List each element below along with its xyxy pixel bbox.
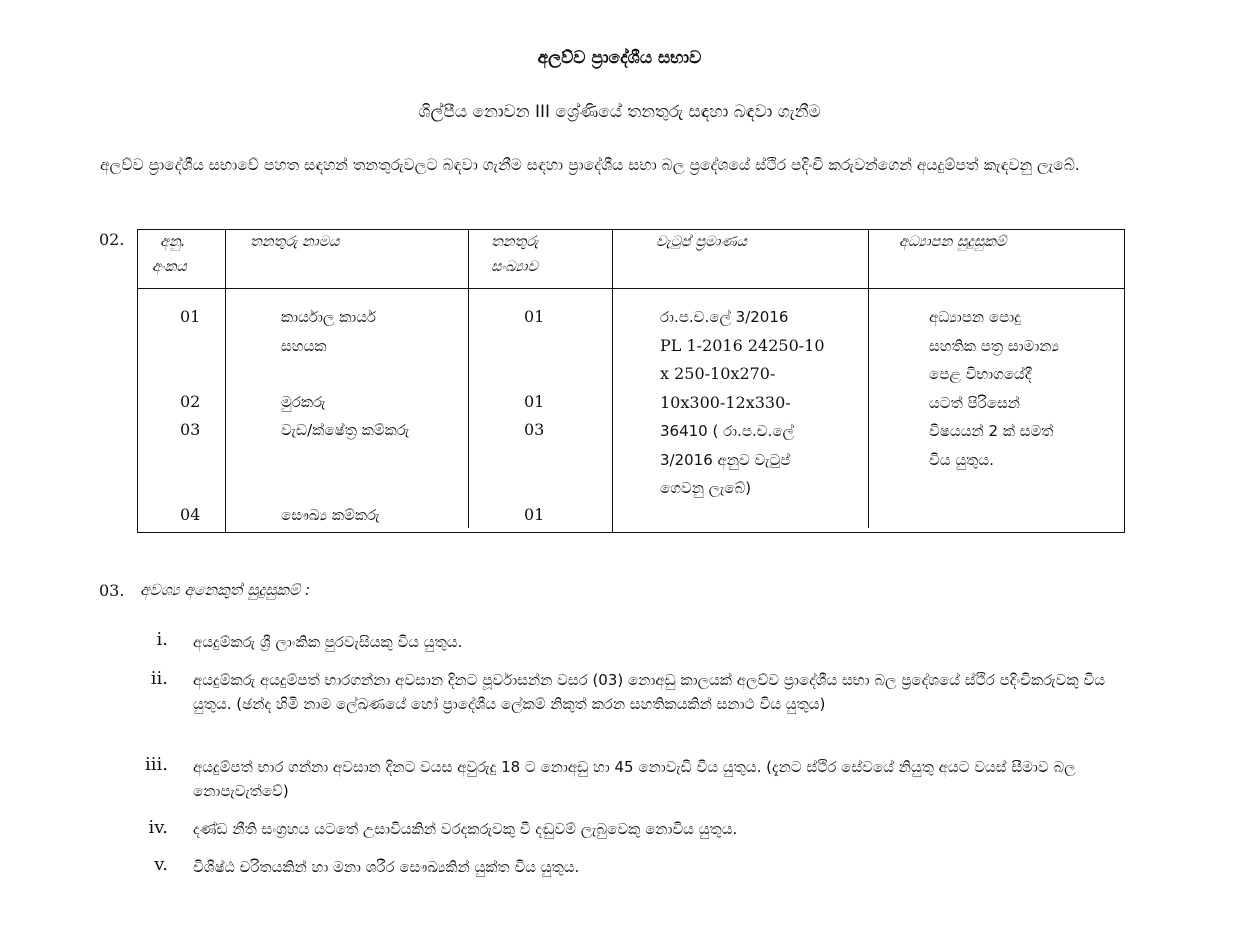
- column-divider: [468, 229, 469, 528]
- row-post-count: 01: [524, 392, 545, 411]
- salary-scale: රා.ප.ච.ලේ 3/2016 PL 1-2016 24250-10 x 250-10x270- 10x300-12x330- 36410 ( රා.ප.ච.ලේ 3/2016 අනුව වැටුප් ගෙවනු ලැබේ): [660, 308, 825, 497]
- row-post-name: වැඩ/ක්ෂේත්‍ර කම්කරු: [281, 421, 410, 439]
- list-item-text: අයදුම්කරු අයදුම්පත් භාරගන්නා අවසාන දිනට පූර්වාසන්න වසර (03) නොඅඩු කාලයක් අලව්ව ප්‍රාදේශීය සභා බල ප්‍රදේශයේ ස්ථිර පදිංචිකරුවකු විය යුතුය. (ඡන්ද හිමි නාම ලේඛණයේ හෝ ප්‍රාදේශීය ලේකම් නිකුත් කරන සහතිකයකින් සනාථ විය යුතුය): [193, 671, 1105, 713]
- row-post-count: 03: [524, 420, 545, 439]
- section-2-number: 02.: [99, 230, 125, 249]
- row-serial: 01: [180, 307, 201, 326]
- header-post-name: තනතුරු නාමය: [250, 234, 340, 250]
- row-serial: 04: [180, 505, 201, 524]
- column-divider: [612, 229, 613, 533]
- section-3-title: අවශ්‍ය අනෙකුත් සුදුසුකම් :: [140, 581, 311, 599]
- page-subtitle: ශිල්පීය නොවන III ශ්‍රේණියේ තනතුරු සඳහා බඳවා ගැනීම: [418, 102, 821, 122]
- column-divider: [225, 229, 226, 533]
- header-post-count: තනතුරු සංඛ්‍යාව: [491, 234, 539, 275]
- header-serial: අනු. අංකය: [152, 234, 187, 275]
- header-salary: වැටුප් ප්‍රමාණය: [656, 234, 748, 250]
- education-requirement: අධ්‍යාපන පොදු සහතික පත්‍ර සාමාන්‍ය පෙළ විභාගයේදී යටත් පිරිසෙන් විෂයයන් 2 ක් සමත් විය යුතුය.: [929, 308, 1059, 469]
- list-item-text: අයදුම්කරු ශ්‍රී ලාංකික පුරවැසියකු විය යුතුය.: [193, 633, 463, 651]
- row-post-name: මුරකරු: [281, 393, 326, 411]
- row-post-count: 01: [524, 307, 545, 326]
- header-education: අධ්‍යාපන සුදුසුකම්: [899, 234, 1007, 250]
- table-border-right: [1124, 229, 1125, 533]
- table-header-divider: [137, 288, 1125, 289]
- row-serial: 03: [180, 420, 201, 439]
- row-post-name: කාර්යාල කාර්ය සහයක: [281, 308, 377, 355]
- list-item-number: v.: [154, 854, 168, 875]
- list-item-text: විශිෂ්ඨ චරිතයකින් හා මනා ශරීර සෞඛ්‍යකින් යුක්ත විය යුතුය.: [193, 858, 580, 876]
- table-border-left: [137, 229, 138, 533]
- row-post-count: 01: [524, 505, 545, 524]
- table-border-bottom: [137, 532, 1125, 533]
- page-title: අලව්ව ප්‍රාදේශීය සභාව: [537, 48, 702, 68]
- intro-paragraph: අලව්ව ප්‍රාදේශීය සභාවේ පහත සඳහන් තනතුරුවලට බඳවා ගැනීම සඳහා ප්‍රාදේශීය සභා බල ප්‍රදේශයේ ස්ථිර පදිංචි කරුවන්ගෙන් අයදුම්පත් කැඳවනු ලැබේ.: [100, 156, 1080, 174]
- list-item-number: i.: [156, 629, 168, 650]
- column-divider: [868, 229, 869, 528]
- row-post-name: සෞඛ්‍ය කම්කරු: [281, 506, 380, 524]
- list-item-number: iii.: [145, 754, 168, 775]
- row-serial: 02: [180, 392, 201, 411]
- list-item-text: අයදුම්පත් භාර ගන්නා අවසාන දිනට වයස අවුරුදු 18 ට නොඅඩු හා 45 නොවැඩි විය යුතුය. (දැනට ස්ථිර සේවයේ නියුතු අයට වයස් සීමාව බල නොපැවැත්වේ): [193, 758, 1076, 800]
- list-item-number: ii.: [150, 668, 168, 689]
- section-3-number: 03.: [99, 581, 125, 600]
- list-item-number: iv.: [148, 817, 168, 838]
- list-item-text: දණ්ඩ නීති සංග්‍රහය යටතේ උසාවියකින් වරදකරුවකු වී දඬුවම් ලැබුවෙකු නොවිය යුතුය.: [193, 820, 738, 838]
